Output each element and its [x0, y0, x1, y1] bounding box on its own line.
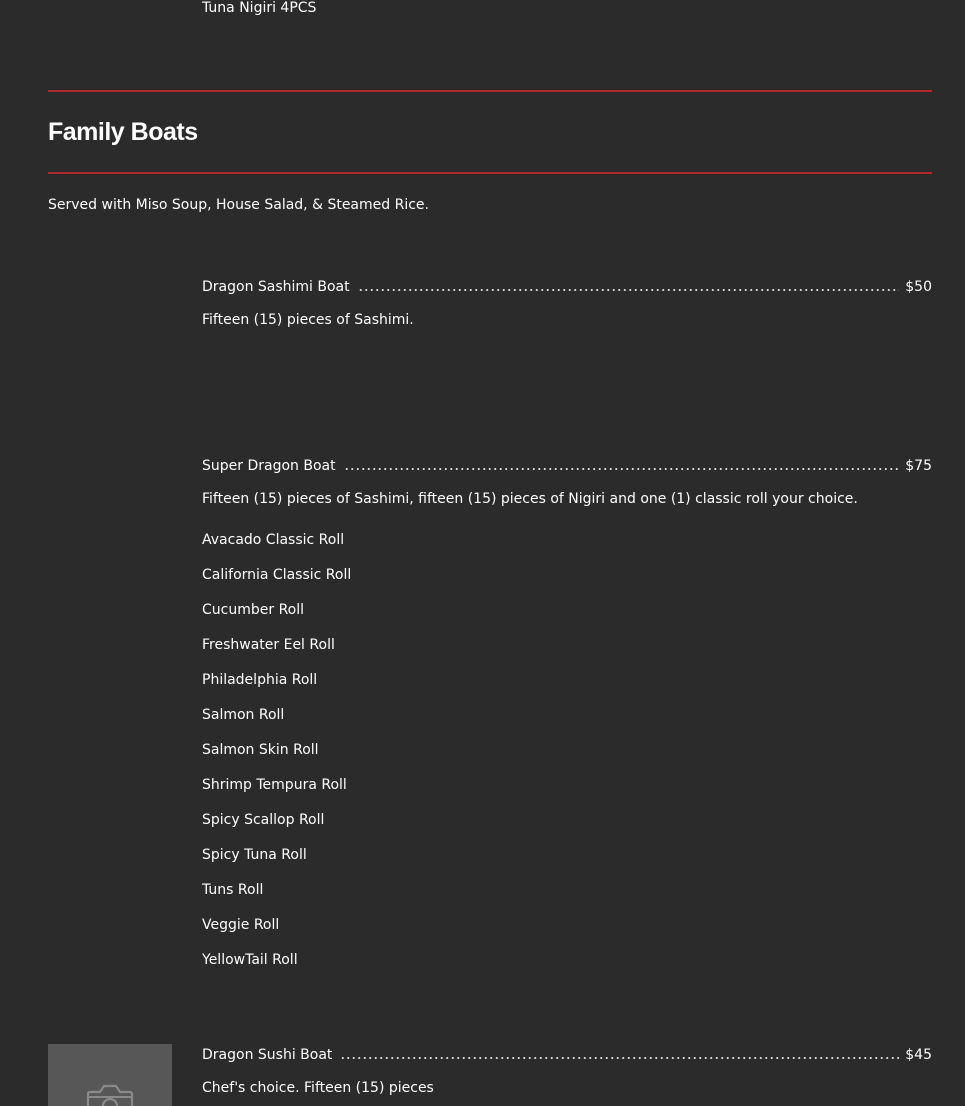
section-title: Family Boats: [48, 118, 198, 146]
item-name: Dragon Sushi Boat: [202, 1047, 333, 1063]
item-image-placeholder: [48, 1044, 172, 1106]
dot-leader: [344, 466, 900, 472]
roll-choice: California Classic Roll: [202, 567, 352, 583]
item-name: Dragon Sashimi Boat: [202, 279, 350, 295]
item-description: Fifteen (15) pieces of Sashimi, fifteen (15) pieces of Nigiri and one (1) classic roll your choice.: [202, 491, 858, 507]
roll-choice: Cucumber Roll: [202, 602, 305, 618]
roll-choice: Spicy Tuna Roll: [202, 847, 307, 863]
menu-item-dragon-sashimi-boat: [202, 277, 932, 297]
roll-choice: Freshwater Eel Roll: [202, 637, 335, 653]
dot-leader: [340, 1055, 899, 1061]
roll-choice: Philadelphia Roll: [202, 672, 318, 688]
item-price: $75: [905, 458, 932, 474]
roll-choice: Tuns Roll: [202, 882, 264, 898]
item-description: Fifteen (15) pieces of Sashimi.: [202, 312, 414, 328]
section-description: Served with Miso Soup, House Salad, & Steamed Rice.: [48, 197, 429, 213]
previous-item-name: Tuna Nigiri 4PCS: [202, 0, 317, 16]
roll-choice: Spicy Scallop Roll: [202, 812, 325, 828]
roll-choice: Salmon Skin Roll: [202, 742, 319, 758]
roll-choice: Avacado Classic Roll: [202, 532, 345, 548]
roll-choice: Salmon Roll: [202, 707, 285, 723]
camera-icon: [86, 1084, 134, 1106]
item-price: $45: [905, 1047, 932, 1063]
roll-choice: YellowTail Roll: [202, 952, 298, 968]
menu-item-super-dragon-boat: [202, 456, 932, 476]
section-divider-top: [48, 90, 932, 92]
menu-item-dragon-sushi-boat: [202, 1045, 932, 1065]
item-name: Super Dragon Boat: [202, 458, 336, 474]
roll-choice: Shrimp Tempura Roll: [202, 777, 347, 793]
dot-leader: [358, 287, 900, 293]
roll-choice: Veggie Roll: [202, 917, 280, 933]
item-description: Chef's choice. Fifteen (15) pieces: [202, 1080, 434, 1096]
section-divider-bottom: [48, 172, 932, 174]
item-price: $50: [905, 279, 932, 295]
